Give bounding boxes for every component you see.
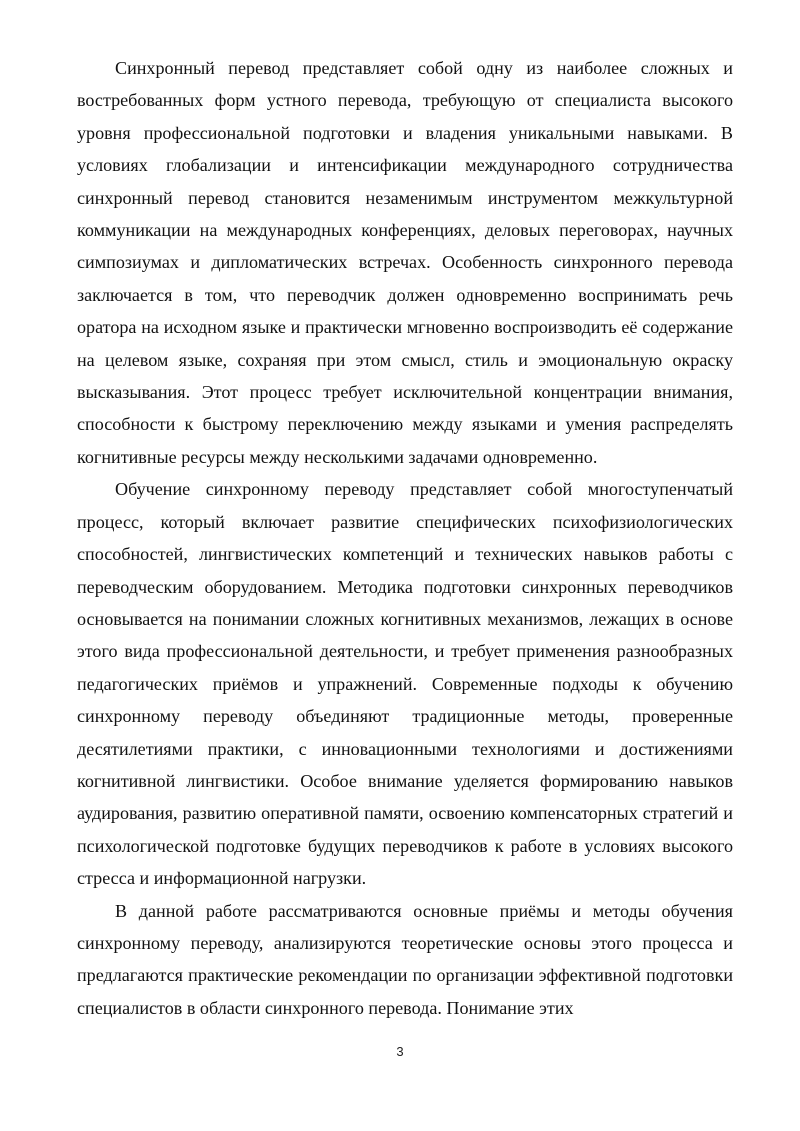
page-number: 3 [396,1044,404,1059]
paragraph-2: Обучение синхронному переводу представляет собой многоступенчатый процесс, который включает развитие специфических психофизиологических способностей, лингвистических компетенций и технических навыков работы с переводческим оборудованием. Методика подготовки синхронных переводчиков основывается на понимании сложных когнитивных механизмов, лежащих в основе этого вида профессиональной деятельности, и требует применения разнообразных педагогических приёмов и упражнений. Современные подходы к обучению синхронному переводу объединяют традиционные методы, проверенные десятилетиями практики, с инновационными технологиями и достижениями когнитивной лингвистики. Особое внимание уделяется формированию навыков аудирования, развитию оперативной памяти, освоению компенсаторных стратегий и психологической подготовке будущих переводчиков к работе в условиях высокого стресса и информационной нагрузки. [77,479,733,889]
body-text [77,52,733,1024]
paragraph-1: Синхронный перевод представляет собой одну из наиболее сложных и востребованных форм устного перевода, требующую от специалиста высокого уровня профессиональной подготовки и владения уникальными навыками. В условиях глобализации и интенсификации международного сотрудничества синхронный перевод становится незаменимым инструментом межкультурной коммуникации на международных конференциях, деловых переговорах, научных симпозиумах и дипломатических встречах. Особенность синхронного перевода заключается в том, что переводчик должен одновременно воспринимать речь оратора на исходном языке и практически мгновенно воспроизводить её содержание на целевом языке, сохраняя при этом смысл, стиль и эмоциональную окраску высказывания. Этот процесс требует исключительной концентрации внимания, способности к быстрому переключению между языками и умения распределять когнитивные ресурсы между несколькими задачами одновременно. [77,58,733,467]
paragraph-3: В данной работе рассматриваются основные приёмы и методы обучения синхронному переводу, анализируются теоретические основы этого процесса и предлагаются практические рекомендации по организации эффективной подготовки специалистов в области синхронного перевода. Понимание этих [77,900,733,1018]
